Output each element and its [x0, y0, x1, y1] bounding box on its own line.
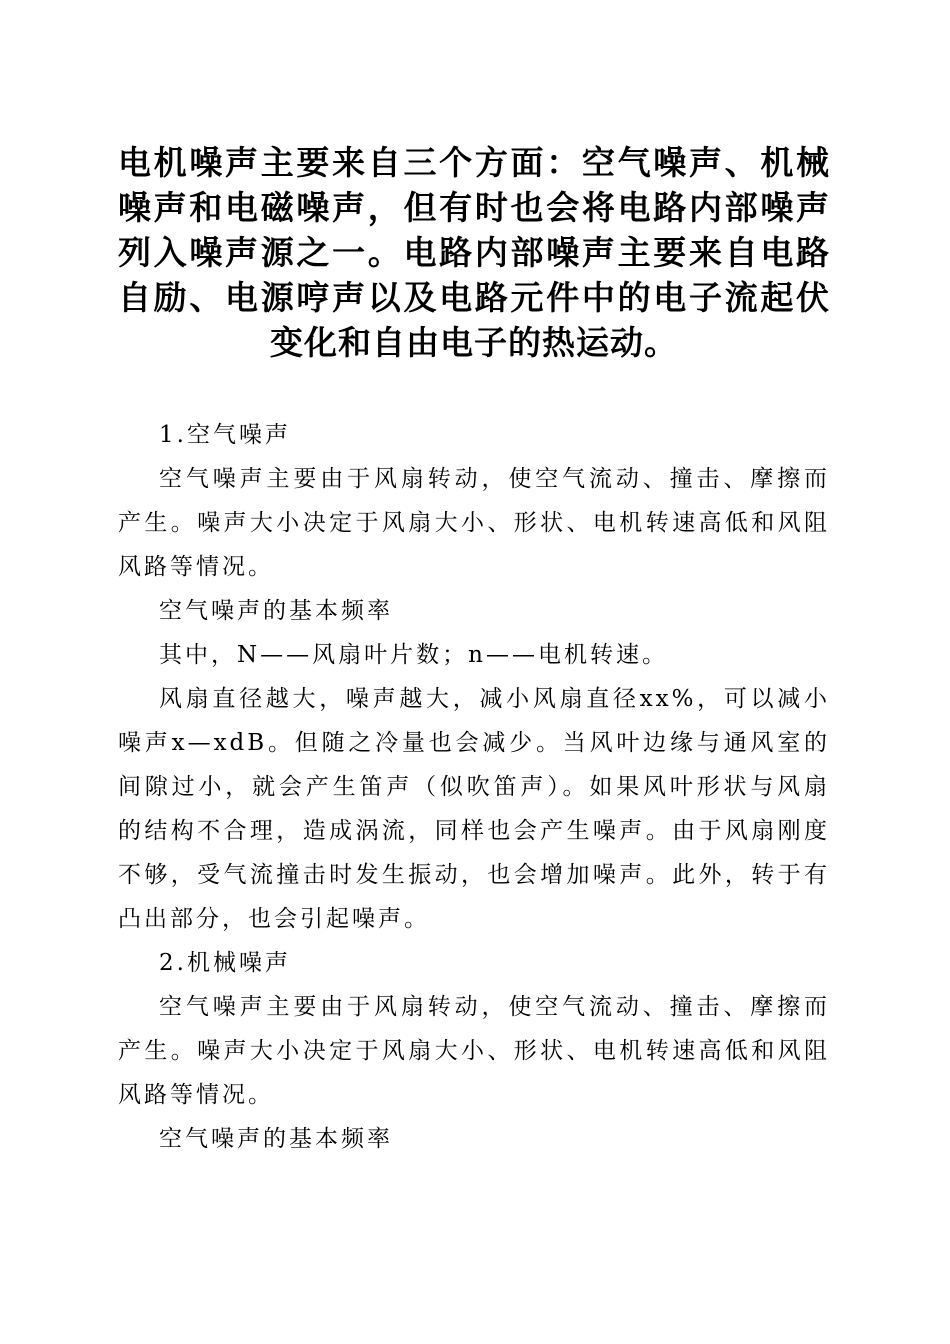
document-title: 电机噪声主要来自三个方面：空气噪声、机械噪声和电磁噪声，但有时也会将电路内部噪声列入噪声源之一。电路内部噪声主要来自电路自励、电源哼声以及电路元件中的电子流起伏变化和自由电子的热运动。	[118, 143, 830, 362]
document-body	[118, 413, 830, 1161]
paragraph-air-noise-frequency: 空气噪声的基本频率	[159, 598, 393, 624]
paragraph-mechanical-noise-cause: 空气噪声主要由于风扇转动，使空气流动、撞击、摩擦而产生。噪声大小决定于风扇大小、形状、电机转速高低和风阻风路等情况。	[118, 994, 830, 1108]
paragraph-formula-legend: 其中，N——风扇叶片数；n——电机转速。	[159, 642, 668, 668]
paragraph-fan-diameter: 风扇直径越大，噪声越大，减小风扇直径xx%，可以减小噪声x—xdB。但随之冷量也会减少。当风叶边缘与通风室的间隙过小，就会产生笛声（似吹笛声）。如果风叶形状与风扇的结构不合理，造成涡流，同样也会产生噪声。由于风扇刚度不够，受气流撞击时发生振动，也会增加噪声。此外，转于有凸出部分，也会引起噪声。	[118, 686, 830, 932]
section-heading-air-noise: 1.空气噪声	[159, 422, 291, 448]
paragraph-mechanical-noise-frequency: 空气噪声的基本频率	[159, 1126, 393, 1152]
paragraph-air-noise-cause: 空气噪声主要由于风扇转动，使空气流动、撞击、摩擦而产生。噪声大小决定于风扇大小、形状、电机转速高低和风阻风路等情况。	[118, 466, 830, 580]
section-heading-mechanical-noise: 2.机械噪声	[159, 950, 291, 976]
